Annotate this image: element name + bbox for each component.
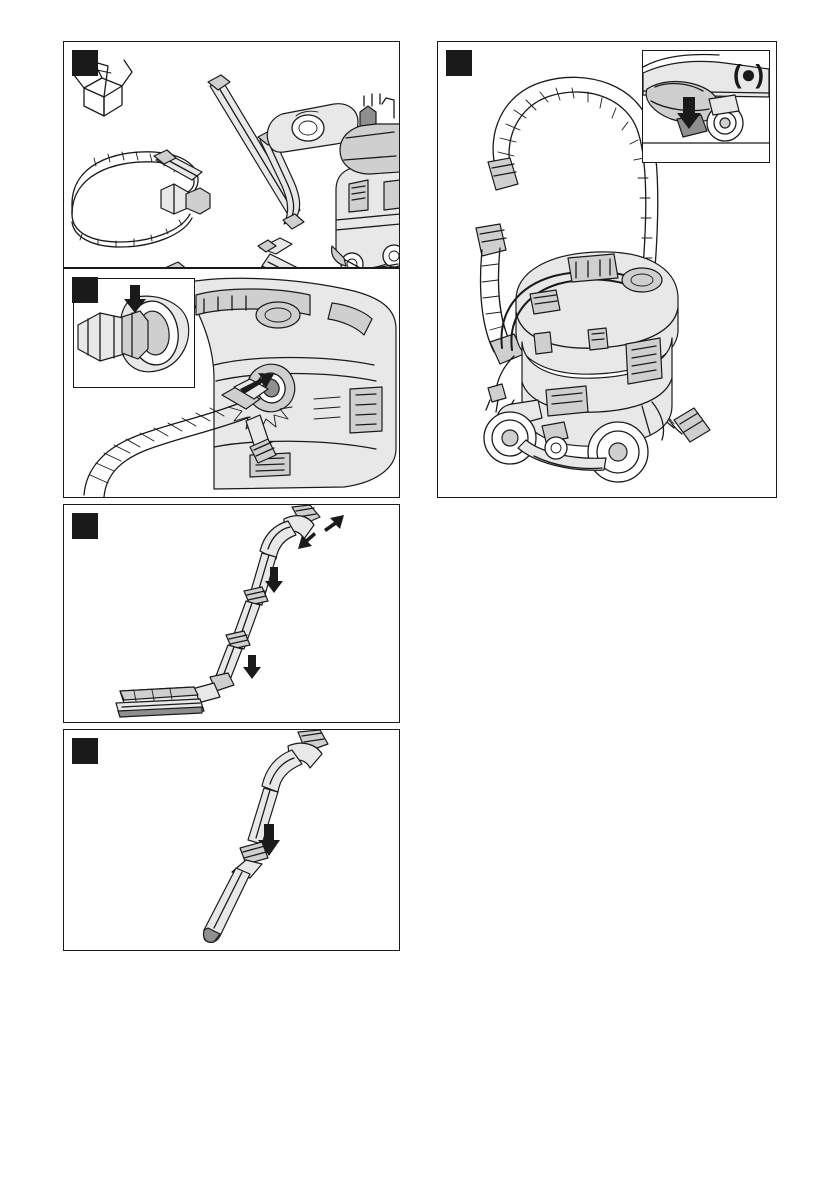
floor-nozzle-assembly: [116, 673, 234, 717]
panel-3: [63, 504, 400, 723]
crevice-nozzle: [203, 842, 268, 942]
panel-3-step-badge: [72, 513, 98, 539]
panel-2: [63, 268, 400, 498]
panel-2-step-badge: [72, 277, 98, 303]
brake-lock-symbol: (●): [732, 59, 763, 89]
panel-4: [63, 729, 400, 951]
floor-nozzle: [258, 238, 310, 267]
panel-5-step-badge: [446, 50, 472, 76]
hose-handle-4: [248, 730, 328, 844]
panel-5: [437, 41, 777, 498]
inset-panel-5-brake: [642, 50, 770, 163]
panel-1-step-badge: [72, 50, 98, 76]
vacuum-cleaner-body-closeup: [184, 278, 396, 489]
panel-1-illustration: [64, 42, 399, 267]
panel-3-illustration: [64, 505, 399, 722]
panel-1: [63, 41, 400, 268]
panel-4-illustration: [64, 730, 399, 950]
assembly-arrow-low: [243, 655, 261, 679]
panel-4-step-badge: [72, 738, 98, 764]
